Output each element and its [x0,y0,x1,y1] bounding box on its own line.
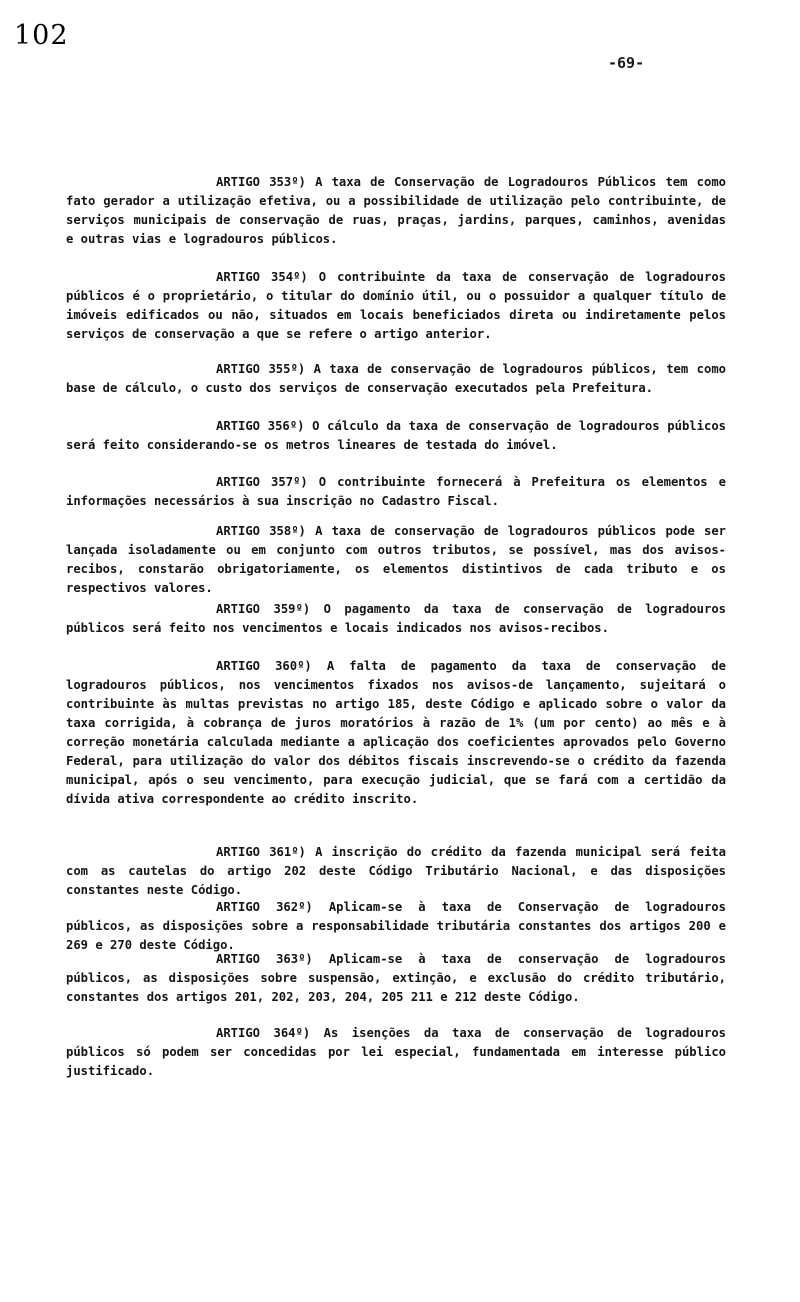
article-355 [66,360,726,398]
article-label: ARTIGO 359º) [216,602,311,616]
article-359 [66,600,726,638]
article-label: ARTIGO 356º) [216,419,305,433]
article-label: ARTIGO 363º) [216,952,313,966]
article-text: A falta de pagamento da taxa de conservação de logradouros públicos, nos vencimentos fixados nos avisos-de lançamento, sujeitará o contribuinte às multas previstas no artigo 185, deste Código e aplicado sobre o valor da taxa corrigida, à cobrança de juros moratórios à razão de 1% (um por cento) ao mês e à correção monetária calculada mediante a aplicação dos coeficientes aprovados pelo Governo Federal, para utilização do valor dos débitos fiscais inscrevendo-se o crédito da fazenda municipal, após o seu vencimento, para execução judicial, que se fará com a certidão da dívida ativa correspondente ao crédito inscrito. [66,659,726,806]
article-text: A inscrição do crédito da fazenda municipal será feita com as cautelas do artigo 202 deste Código Tributário Nacional, e das disposições constantes neste Código. [66,845,726,897]
article-text: A taxa de conservação de logradouros públicos, tem como base de cálculo, o custo dos serviços de conservação executados pela Prefeitura. [66,362,726,395]
article-362 [66,898,726,955]
article-label: ARTIGO 357º) [216,475,308,489]
page-number: 102 [14,20,69,51]
article-360 [66,657,726,809]
article-text: A taxa de Conservação de Logradouros Públicos tem como fato gerador a utilização efetiva, ou a possibilidade de utilização pelo contribuinte, de serviços municipais de conservação de ruas, praças, jardins, parques, caminhos, avenidas e outras vias e logradouros públicos. [66,175,726,246]
article-text: Aplicam-se à taxa de Conservação de logradouros públicos, as disposições sobre a responsabilidade tributária constantes dos artigos 200 e 269 e 270 deste Código. [66,900,726,952]
article-text: O contribuinte da taxa de conservação de logradouros públicos é o proprietário, o titular do domínio útil, ou o possuidor a qualquer título de imóveis edificados ou não, situados em locais beneficiados direta ou indiretamente pelos serviços de conservação a que se refere o artigo anterior. [66,270,726,341]
article-text: O contribuinte fornecerá à Prefeitura os elementos e informações necessários à sua inscrição no Cadastro Fiscal. [66,475,726,508]
article-363 [66,950,726,1007]
article-label: ARTIGO 361º) [216,845,306,859]
article-364 [66,1024,726,1081]
article-text: A taxa de conservação de logradouros públicos pode ser lançada isoladamente ou em conjunto com outros tributos, se possível, mas dos avisos-recibos, constarão obrigatoriamente, os elementos distintivos de cada tributo e os respectivos valores. [66,524,726,595]
article-358 [66,522,726,598]
article-label: ARTIGO 358º) [216,524,306,538]
article-text: As isenções da taxa de conservação de logradouros públicos só podem ser concedidas por lei especial, fundamentada em interesse público justificado. [66,1026,726,1078]
article-text: O pagamento da taxa de conservação de logradouros públicos será feito nos vencimentos e locais indicados nos avisos-recibos. [66,602,726,635]
article-354 [66,268,726,344]
article-label: ARTIGO 364º) [216,1026,311,1040]
article-label: ARTIGO 353º) [216,175,306,189]
article-text: O cálculo da taxa de conservação de logradouros públicos será feito considerando-se os metros lineares de testada do imóvel. [66,419,726,452]
article-357 [66,473,726,511]
article-356 [66,417,726,455]
article-label: ARTIGO 362º) [216,900,313,914]
article-text: Aplicam-se à taxa de conservação de logradouros públicos, as disposições sobre suspensão, extinção, e exclusão do crédito tributário, constantes dos artigos 201, 202, 203, 204, 205 211 e 212 deste Código. [66,952,726,1004]
article-label: ARTIGO 355º) [216,362,306,376]
article-353 [66,173,726,249]
article-label: ARTIGO 354º) [216,270,308,284]
article-label: ARTIGO 360º) [216,659,312,673]
article-361 [66,843,726,900]
folio-number: -69- [608,54,645,72]
